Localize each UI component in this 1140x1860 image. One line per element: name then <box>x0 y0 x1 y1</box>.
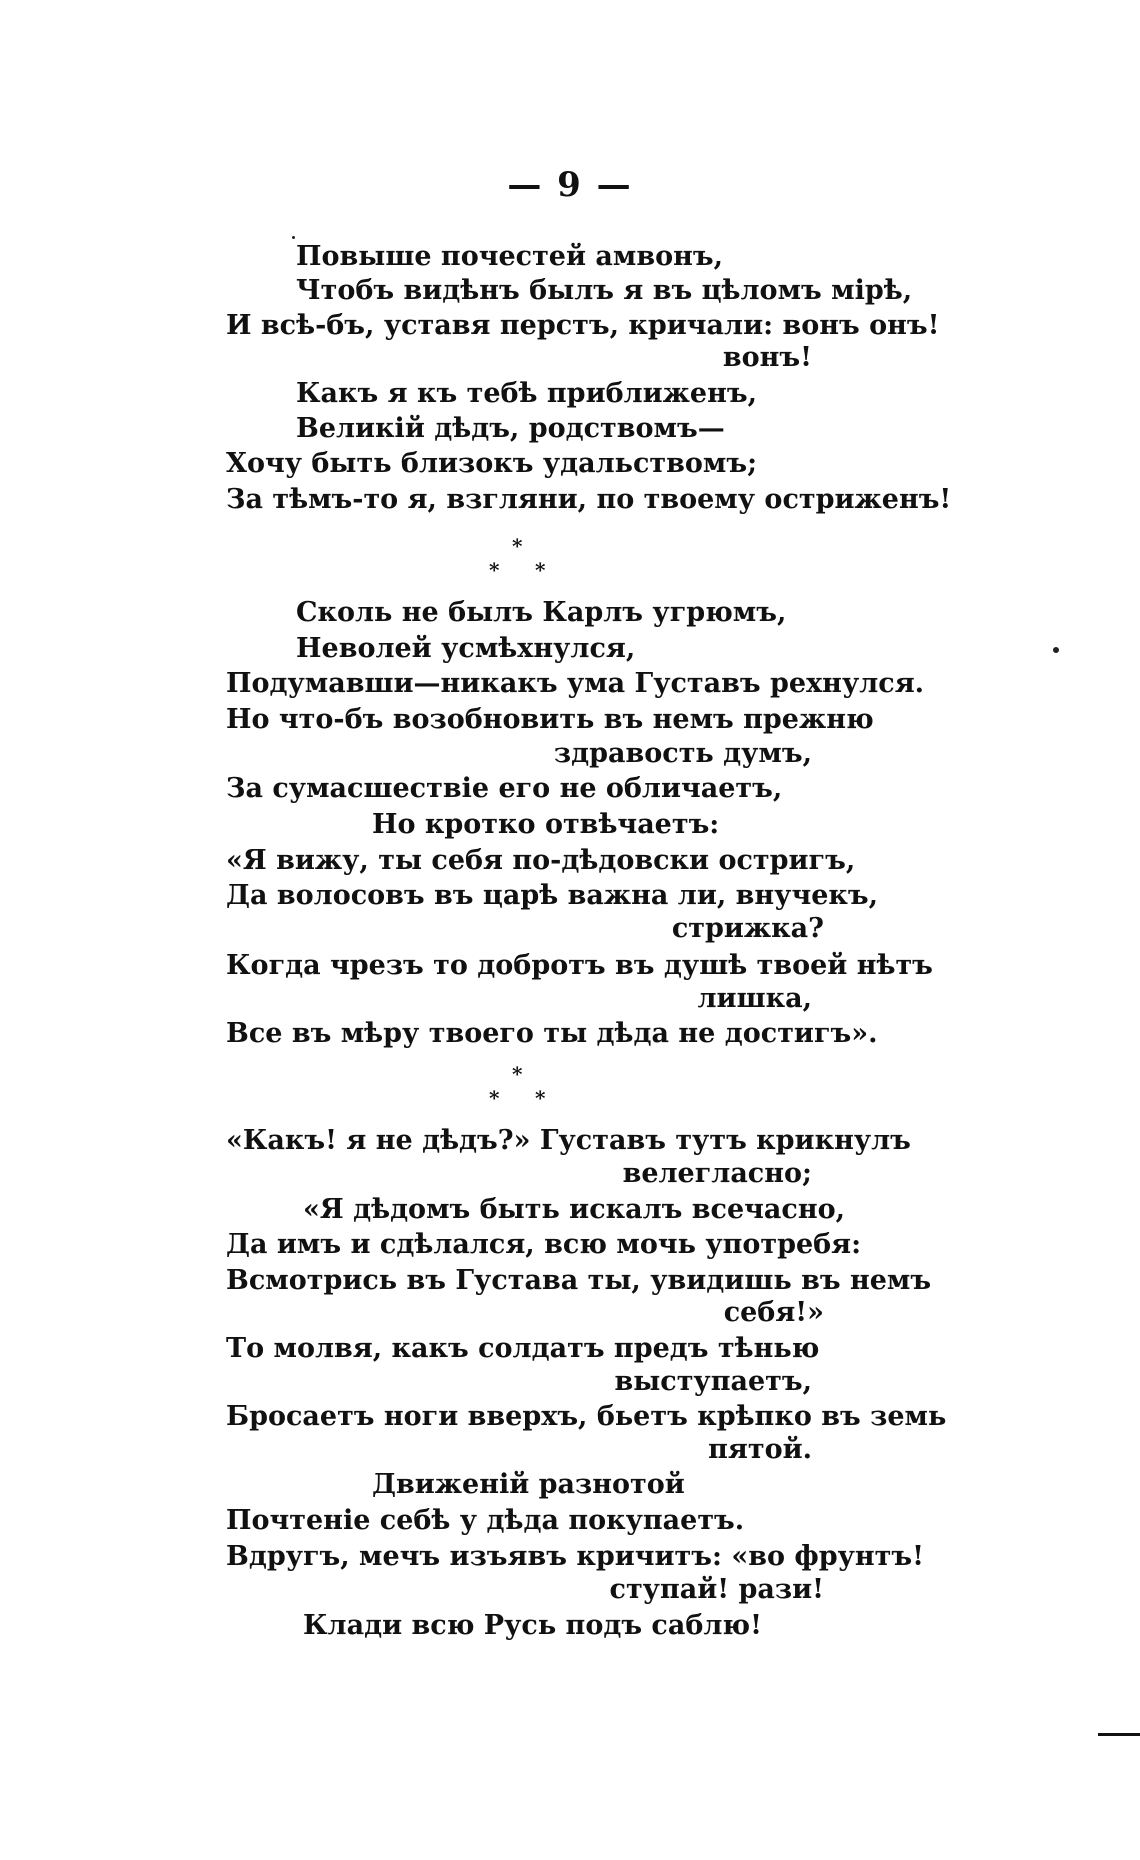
verse-line: Да имъ и сдѣлался, всю мочь употребя: <box>226 1229 862 1260</box>
verse-line: ступай! рази! <box>609 1574 824 1605</box>
verse-line: «Я вижу, ты себя по-дѣдовски остригъ, <box>226 845 856 876</box>
verse-line: Клади всю Русь подъ саблю! <box>303 1610 762 1641</box>
divider-star: * <box>535 1086 546 1110</box>
verse-line: Да волосовъ въ царѣ важна ли, внучекъ, <box>226 880 879 911</box>
verse-line: Но что-бъ возобновить въ немъ прежню <box>226 704 874 735</box>
verse-line: Хочу быть близокъ удальствомъ; <box>226 448 758 479</box>
verse-line: здравость думъ, <box>553 738 812 769</box>
verse-line: И всѣ-бъ, уставя перстъ, кричали: вонъ онъ! <box>226 310 940 341</box>
verse-line: Великій дѣдъ, родствомъ— <box>296 413 725 444</box>
verse-line: стрижка? <box>671 913 824 944</box>
verse-line: вонъ! <box>722 342 812 373</box>
divider-star: * <box>489 1086 500 1110</box>
scan-speck <box>292 236 295 239</box>
verse-line: выступаетъ, <box>614 1366 812 1397</box>
verse-line: Бросаетъ ноги вверхъ, бьетъ крѣпко въ земь <box>226 1401 947 1432</box>
verse-line: пятой. <box>708 1434 812 1465</box>
verse-line: Всмотрись въ Густава ты, увидишь въ немъ <box>226 1265 932 1296</box>
verse-line: За тѣмъ-то я, взгляни, по твоему остриженъ! <box>226 484 952 515</box>
verse-line: За сумасшествіе его не обличаетъ, <box>226 773 783 804</box>
divider-star: * <box>512 1062 523 1086</box>
divider-star: * <box>489 558 500 582</box>
verse-line: Когда чрезъ то добротъ въ душѣ твоей нѣтъ <box>226 950 933 981</box>
verse-line: Неволей усмѣхнулся, <box>296 633 636 664</box>
verse-line: лишка, <box>697 983 812 1014</box>
verse-line: Почтеніе себѣ у дѣда покупаетъ. <box>226 1505 745 1536</box>
verse-line: Но кротко отвѣчаетъ: <box>372 809 720 840</box>
verse-line: Чтобъ видѣнъ былъ я въ цѣломъ мірѣ, <box>296 275 913 306</box>
verse-line: велегласно; <box>622 1158 812 1189</box>
verse-line: Вдругъ, мечъ изъявъ кричитъ: «во фрунтъ! <box>226 1541 924 1572</box>
verse-line: себя!» <box>723 1297 824 1328</box>
divider-star: * <box>535 558 546 582</box>
verse-line: «Какъ! я не дѣдъ?» Густавъ тутъ крикнулъ <box>226 1125 911 1156</box>
verse-line: Движеній разнотой <box>372 1469 685 1500</box>
scan-speck <box>1053 647 1059 653</box>
verse-line: «Я дѣдомъ быть искалъ всечасно, <box>303 1194 846 1225</box>
scan-edge-mark <box>1098 1733 1140 1736</box>
verse-line: Какъ я къ тебѣ приближенъ, <box>296 378 757 409</box>
verse-line: Сколь не былъ Карлъ угрюмъ, <box>296 597 787 628</box>
verse-line: Повыше почестей амвонъ, <box>296 241 724 272</box>
divider-star: * <box>512 534 523 558</box>
page-number: — 9 — <box>507 165 633 205</box>
verse-line: Подумавши—никакъ ума Густавъ рехнулся. <box>226 668 925 699</box>
verse-line: Все въ мѣру твоего ты дѣда не достигъ». <box>226 1018 878 1049</box>
verse-line: То молвя, какъ солдатъ предъ тѣнью <box>226 1333 820 1364</box>
